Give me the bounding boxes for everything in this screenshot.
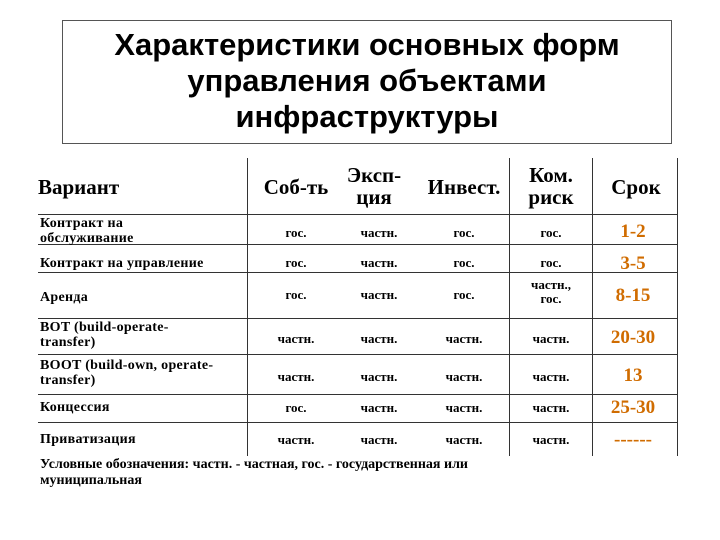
header-variant: Вариант — [38, 175, 120, 199]
row-label: Аренда — [40, 290, 89, 305]
row-label: Концессия — [40, 400, 110, 415]
cell-term: 1-2 — [620, 221, 646, 242]
row-label: Приватизация — [40, 432, 136, 447]
row-label: BOOT (build-own, operate- transfer) — [40, 358, 214, 388]
cell-operation: частн. — [360, 369, 398, 384]
header-investment: Инвест. — [427, 175, 501, 199]
cell-term: 20-30 — [610, 327, 656, 348]
cell-ownership: гос. — [285, 287, 307, 302]
table-hrule — [38, 422, 678, 423]
cell-investment: гос. — [453, 225, 475, 240]
table-hrule — [38, 318, 678, 319]
cell-operation: частн. — [360, 432, 398, 447]
table-hrule — [38, 354, 678, 355]
row-label: Контракт на управление — [40, 256, 204, 271]
table-hrule — [38, 214, 678, 215]
table-hrule — [38, 394, 678, 395]
header-term: Срок — [611, 175, 661, 199]
cell-risk: частн. — [532, 432, 570, 447]
cell-risk: частн. — [532, 400, 570, 415]
cell-investment: частн. — [445, 400, 483, 415]
legend-note: Условные обозначения: частн. - частная, гос. - государственная или муниципальная — [40, 457, 468, 488]
cell-operation: частн. — [360, 331, 398, 346]
slide-title — [62, 20, 672, 144]
cell-term: ------ — [614, 429, 652, 450]
table-hrule — [38, 272, 678, 273]
cell-ownership: гос. — [285, 400, 307, 415]
header-risk: Ком. риск — [528, 163, 574, 209]
header-ownership: Соб-ть — [263, 175, 329, 199]
table-hrule — [38, 244, 678, 245]
row-label: BOT (build-operate- transfer) — [40, 320, 169, 350]
cell-ownership: частн. — [277, 432, 315, 447]
header-operation: Эксп- ция — [346, 163, 402, 209]
cell-investment: частн. — [445, 369, 483, 384]
cell-term: 8-15 — [615, 285, 651, 306]
cell-risk: частн. — [532, 331, 570, 346]
cell-risk: частн., гос. — [531, 277, 571, 306]
cell-investment: частн. — [445, 331, 483, 346]
table-vrule — [247, 158, 248, 456]
row-label: Контракт на обслуживание — [40, 216, 134, 246]
cell-investment: гос. — [453, 255, 475, 270]
cell-investment: гос. — [453, 287, 475, 302]
cell-ownership: частн. — [277, 369, 315, 384]
cell-operation: частн. — [360, 255, 398, 270]
title-line-2: управления объектами — [187, 63, 547, 98]
cell-term: 13 — [623, 365, 643, 386]
cell-ownership: гос. — [285, 255, 307, 270]
cell-operation: частн. — [360, 225, 398, 240]
cell-risk: частн. — [532, 369, 570, 384]
cell-risk: гос. — [540, 225, 562, 240]
cell-ownership: частн. — [277, 331, 315, 346]
cell-ownership: гос. — [285, 225, 307, 240]
cell-operation: частн. — [360, 287, 398, 302]
forms-table — [38, 158, 678, 456]
cell-investment: частн. — [445, 432, 483, 447]
title-line-3: инфраструктуры — [235, 99, 499, 134]
cell-operation: частн. — [360, 400, 398, 415]
cell-risk: гос. — [540, 255, 562, 270]
cell-term: 25-30 — [610, 397, 656, 418]
title-line-1: Характеристики основных форм — [114, 27, 620, 62]
cell-term: 3-5 — [620, 253, 646, 274]
